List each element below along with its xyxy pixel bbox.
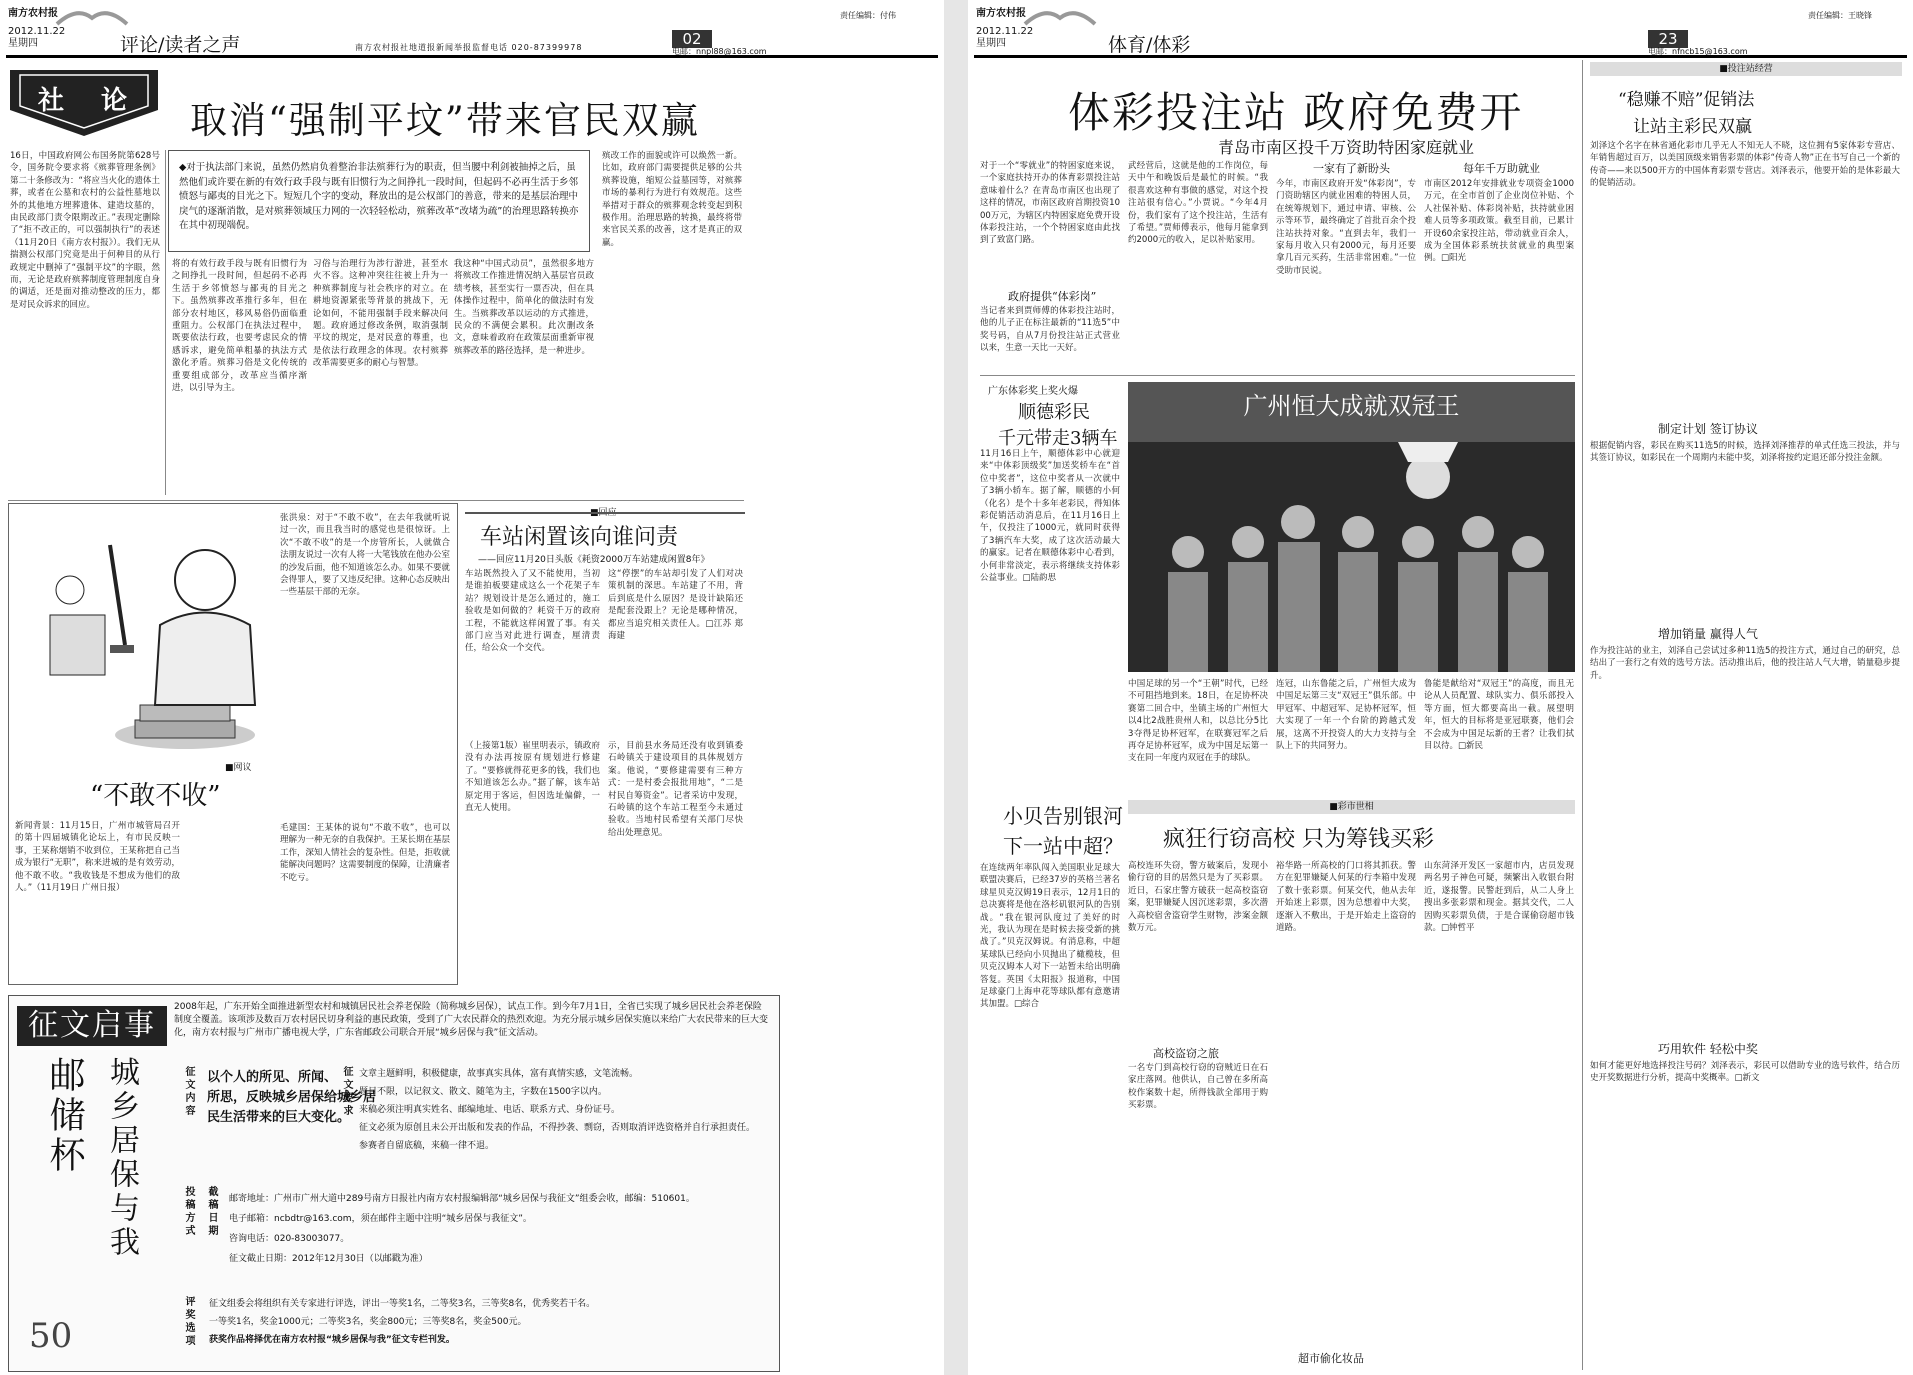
shunde-body: 11月16日上午，顺德体彩中心就迎来“中体彩顶级奖”加送奖轿车在“首位中奖者”，这位中奖者从一次就中了3辆小轿车。据了解，顺德的小何（化名）是个十多年老彩民，得知体彩促销活动消息后，在11月16日上午，仅投注了1000元，就同时获得了3辆汽车大奖，成了这次活动最大的赢家。记者在顺德体彩中心看到，小何非常淡定，表示将继续支持体彩公益事业。□陆韵思 bbox=[980, 449, 1120, 584]
caipiao-col-2: 裕华路一所高校的门口将其抓获。警方在犯罪嫌疑人何某的行李箱中发现了数十张彩票。何某交代，他从去年开始迷上彩票，因为总想着中大奖，逐渐入不敷出，于是开始走上盗窃的道路。 bbox=[1276, 861, 1416, 934]
header-rule-right bbox=[974, 55, 1907, 58]
column-body-4: 如何才能更好地选择投注号码？刘泽表示，彩民可以借助专业的选号软件，结合历史开奖数据进行分析，提高中奖概率。□新文 bbox=[1590, 1061, 1900, 1084]
eval-label: 评奖选项 bbox=[183, 1296, 194, 1348]
trophy-celebration-image bbox=[1128, 382, 1575, 672]
cartoon-col-2: 张洪泉：对于“不敢不收”，在去年我就听说过一次，而且我当时的感觉也是很惊讶。上次“不敢不收”的是一个房管所长，人就做合法朋友说过一次有人将一大笔钱放在他办公室的沙发后面，他不知道该怎么办。如果不要就会得罪人，要了又违反纪律。这种心态反映出一些基层干部的无奈。 bbox=[280, 513, 450, 598]
submit-label: 投稿方式 bbox=[183, 1186, 194, 1238]
column-head-2: 增加销量 赢得人气 bbox=[1658, 627, 1758, 641]
photo-col-1: 中国足球的另一个“王朝”时代，已经不可阻挡地到来。18日，在足协杯决赛第二回合中，坐镇主场的广州恒大以4比2战胜贵州人和，以总比分5比3夺得足协杯冠军，在联赛冠军之后再夺足协杯冠军，成为中国足坛第一支在同一年度内双冠在手的球队。 bbox=[1128, 679, 1268, 764]
response-col-3: （上接第1版）崔里明表示，镇政府没有办法再按原有规划进行修建了。“要修就得花更多的钱，我们也不知道该怎么办。”据了解，该车站原定用于客运，但因选址偏僻，一直无人使用。 bbox=[465, 741, 600, 814]
ad-lead: 2008年起，广东开始全面推进新型农村和城镇居民社会养老保险（简称城乡居保），试点工作。到今年7月1日，全省已实现了城乡居民社会养老保险制度全覆盖。该项涉及数百万农村居民切身利益的惠民政策，受到了广大农民群众的热烈欢迎。为充分展示城乡居保实施以来给广大农民带来的巨大变化，南方农村报与广州市广播电视大学，广东省邮政公司联合开展“城乡居保与我”征文活动。 bbox=[174, 1002, 769, 1038]
response-col-4: 示，目前县水务局还没有收到镇委石岭镇关于建设项目的具体规划方案。他说，“要修建需要有三种方式：一是村委会报批用地”，“二是村民自筹资金”。记者采访中发现，石岭镇的这个车站工程至今未通过验收。当地村民希望有关部门尽快给出处理意见。 bbox=[608, 741, 743, 838]
caipiao-tag: ■彩市世相 bbox=[1128, 800, 1575, 814]
issue-date-right: 2012.11.22 星期四 bbox=[976, 26, 1034, 49]
lead-col-1: 对于一个“零就业”的特困家庭来说，一个家庭扶持开办的体育彩票投注站意味着什么？在青岛市南区也出现了这样的情况，市南区政府首期投资1000万元，为辖区内特困家庭免费开设体彩投注站，一个个特困家庭由此找到了致富门路。 bbox=[980, 161, 1120, 246]
editor-right: 责任编辑：王晓锋 bbox=[1808, 11, 1872, 20]
column-tag: ■投注站经营 bbox=[1590, 62, 1902, 76]
content-line-1: 以个人的所见、所闻、 bbox=[207, 1070, 338, 1085]
ad-title: 征文启事 bbox=[17, 1006, 167, 1046]
column-head-3: 巧用软件 轻松中奖 bbox=[1658, 1042, 1758, 1056]
lead-col-2: 武经营后，这就是他的工作岗位，每天中午和晚饭后是最忙的时候。“我很喜欢这种有事做的感觉，对这个投注站很有信心。”小贾说。“今年4月份，我们家有了这个投注站，生活有了希望。”贾师傅表示，他每月能拿到约2000元的收入，足以补贴家用。 bbox=[1128, 161, 1268, 246]
beckham-body: 在连续两年率队闯入美国职业足球大联盟决赛后，已经37岁的英格兰著名球星贝克汉姆19日表示，12月1日的总决赛将是他在洛杉矶银河队的告别战。“我在银河队度过了美好的时光，我认为现在是时候去接受新的挑战了。”贝克汉姆说。有消息称，中超某球队已经向小贝抛出了橄榄枝，但贝克汉姆本人对下一站暂未给出明确答复。英国《太阳报》报道称，中国足球豪门上海申花等球队都有意邀请其加盟。□综合 bbox=[980, 863, 1120, 1010]
lead-col1-head: 政府提供“体彩岗” bbox=[1008, 290, 1097, 303]
beckham-title-2: 下一站中超？ bbox=[1003, 834, 1123, 858]
column-title-1: “稳赚不赔”促销法 bbox=[1618, 90, 1755, 110]
submit-4: 征文截止日期：2012年12月30日（以邮戳为准） bbox=[229, 1254, 428, 1264]
caipiao-title: 疯狂行窃高校 只为筹钱买彩 bbox=[1163, 827, 1434, 852]
ad-brand-1: 邮储杯 bbox=[44, 1056, 85, 1176]
page-number-right: 23 bbox=[1648, 30, 1688, 48]
editorial-col-1: 16日，中国政府网公布国务院第628号令，国务院令要求将《殡葬管理条例》第二十条修改为：“将应当火化的遗体土葬，或者在公墓和农村的公益性墓地以外的其他地方埋葬遗体、建造坟墓的，由民政部门责令限期改正。”表现定删除了“拒不改正的，可以强制执行”的表述（11月20日《南方农村报》）。我们无从揣测公权部门究竟是出于何种目的从行政规定中删掉了“强制平坟”的字眼，然而，无论是政府殡葬制度管理制度自身的调适，还是面对推动整改的压力，都是对民众诉求的回应。 bbox=[10, 151, 160, 310]
column-body-2: 根据促销内容，彩民在购买11选5的时候，选择刘泽推荐的单式任选三投法，并与其签订协议，如彩民在一个周期内未能中奖，刘泽将按约定退还部分投注金额。 bbox=[1590, 441, 1900, 464]
content-line-3: 民生活带来的巨大变化。 bbox=[207, 1110, 351, 1125]
submit-2: 电子邮箱：ncbdtr@163.com，须在邮件主题中注明“城乡居保与我征文”。 bbox=[229, 1214, 532, 1224]
req-1: 文章主题鲜明，积极健康，故事真实具体，富有真情实感，文笔流畅。 bbox=[359, 1069, 639, 1079]
response-col-2: 这“停摆”的车站却引发了人们对决策机制的深思。车站建了不用，背后到底是什么原因？是设计缺陷还是配套没跟上？无论是哪种情况，都应当追究相关责任人。□江苏 郑海建 bbox=[608, 569, 743, 642]
req-5: 参赛者自留底稿，来稿一律不退。 bbox=[359, 1141, 495, 1151]
lead-col-1b: 当记者来到贾师傅的体彩投注站时，他的儿子正在标注最新的“11选5”中奖号码，自从7月份投注站正式营业以来，生意一天比一天好。 bbox=[980, 306, 1120, 354]
column-title-2: 让站主彩民双赢 bbox=[1633, 117, 1752, 137]
editorial-col-4: 我这种“中国式动员”，虽然很多地方将殡改工作推进情况纳入基层官员政绩考核，甚至实行一票否决，但在具体操作过程中，简单化的做法时有发生。当殡葬改革以运动的方式推进，民众的不满便会累积。此次删改条文，意味着政府在政策层面重新审视殡葬改革的路径选择，是一种进步。 bbox=[454, 259, 594, 356]
editorial-col-5: 殡改工作的面貌或许可以焕然一新。比如，政府部门需要提供足够的公共殡葬设施，缩短公益墓园等，对殡葬市场的暴利行为进行有效规范。这些举措对于群众的殡葬观念转变起到积极作用。治理思路的转换，最终将带来官民关系的改善，这才是真正的双赢。 bbox=[602, 151, 742, 248]
page-header bbox=[0, 0, 944, 60]
ad-brand-2: 城乡居保与我 bbox=[104, 1056, 139, 1260]
response-tag: ■回应 bbox=[590, 505, 617, 518]
section-title-right: 体育/体彩 bbox=[1108, 34, 1191, 56]
editorial-col-2: 将的有效行政手段与既有旧惯行为之间挣扎一段时间，但起码不必再生活于乡邻愤怒与鄙夷的目光之下。虽然殡葬改革推行多年，但在部分农村地区，移风易俗仍面临重重阻力。公权部门在执法过程中，既要依法行政，也要考虑民众的情感诉求，避免简单粗暴的执法方式激化矛盾。殡葬习俗是文化传统的重要组成部分，改革应当循序渐进，以引导为主。 bbox=[172, 259, 307, 394]
lead-col-3: 今年，市南区政府开发“体彩岗”，专门资助辖区内就业困难的特困人员，在统筹规划下，通过申请、审核、公示等环节，最终确定了首批百余个投注站扶持对象。“直到去年，我们一家每月收入只有2000元，每月还要拿几百元买药，生活非常困难。”一位受助市民说。 bbox=[1276, 179, 1416, 276]
netdiscuss-tag: ■网议 bbox=[225, 760, 252, 773]
photo-title: 广州恒大成就双冠王 bbox=[1243, 392, 1460, 420]
cartoon-title: “不敢不收” bbox=[90, 781, 221, 811]
requirements-label: 征文要求 bbox=[341, 1066, 352, 1118]
page-gutter bbox=[944, 0, 968, 1375]
req-3: 来稿必须注明真实姓名、邮编地址、电话、联系方式、身份证号。 bbox=[359, 1105, 621, 1115]
response-title: 车站闲置该向谁问责 bbox=[480, 525, 679, 550]
page-header-right bbox=[968, 0, 1913, 60]
caipiao-col-3: 山东菏泽开发区一家超市内，店员发现两名男子神色可疑，频繁出入收银台附近，遂报警。民警赶到后，从二人身上搜出多张彩票和现金。据其交代，二人因购买彩票负债，于是合谋偷窃超市钱款。□钟哲平 bbox=[1424, 861, 1574, 934]
hotline: 南方农村报社地道报新闻举报监督电话 020-87399978 bbox=[355, 43, 583, 52]
photo-col-2: 连冠，山东鲁能之后，广州恒大成为中国足坛第三支“双冠王”俱乐部。中甲冠军、中超冠军、足协杯冠军，恒大实现了一年一个台阶的跨越式发展，这离不开投资人的大力支持与全队上下的共同努力。 bbox=[1276, 679, 1416, 752]
shunde-kicker: 广东体彩奖上奖火爆 bbox=[988, 386, 1078, 397]
eval-2: 一等奖1名，奖金1000元；二等奖3名，奖金800元；三等奖8名，奖金500元。 bbox=[209, 1317, 527, 1327]
header-rule bbox=[6, 55, 938, 58]
issue-date: 2012.11.22 星期四 bbox=[8, 26, 66, 49]
cartoon-col-1: 新闻背景：11月15日，广州市城管局召开的第十四届城镇化论坛上，有市民反映一事，王某称烟销不收到位，王某称把自己当成为银行“无职”，称来进城的是有效劳动，他不敢不收。“我收钱是不想成为他们的敌人。”（11月19日 广州日报） bbox=[15, 821, 180, 894]
editorial-badge-text: 社 论 bbox=[38, 86, 142, 116]
page-number: 02 bbox=[672, 30, 712, 48]
lead-col4-head: 每年千万助就业 bbox=[1463, 162, 1540, 175]
caipiao-col-1: 高校连环失窃，警方破案后，发现小偷行窃的目的居然只是为了买彩票。近日，石家庄警方破获一起高校盗窃案，犯罪嫌疑人因沉迷彩票，多次潜入高校宿舍盗窃学生财物，涉案金额数万元。 bbox=[1128, 861, 1268, 934]
editorial-col-3: 习俗与治理行为涉行游进，甚至水火不容。这种冲突往往被上升为一种殡葬制度与社会秩序的对立。在耕地资源紧张等背景的挑战下，无论如何，不能用强制手段来解决问题。政府通过修改条例，取消强制平坟的规定，是对民意的尊重，也是依法行政理念的体现。农村殡葬改革需要更多的耐心与智慧。 bbox=[313, 259, 448, 369]
caipiao-col1-head: 高校盗窃之旅 bbox=[1153, 1047, 1219, 1060]
lead-col-4: 市南区2012年安排就业专项资金1000万元，在全市首创了企业岗位补贴、个人社保补贴、体彩岗补贴，扶持就业困难人员等多项政策。截至目前，已累计开设60余家投注站，带动就业百余人，成为全国体彩系统扶贫就业的典型案例。□阳光 bbox=[1424, 179, 1574, 264]
hengda-photo bbox=[1128, 382, 1575, 672]
editorial-pullquote bbox=[168, 150, 590, 252]
editor: 责任编辑：付伟 bbox=[840, 11, 896, 20]
caipiao-col-1b: 一名专门到高校行窃的窃贼近日在石家庄落网。他供认，自己曾在多所高校作案数十起，所得钱款全部用于购买彩票。 bbox=[1128, 1063, 1268, 1111]
editorial-title: 取消“强制平坟”带来官民双赢 bbox=[190, 99, 700, 142]
eval-1: 征文组委会将组织有关专家进行评选，评出一等奖1名，二等奖3名，三等奖8名，优秀奖若干名。 bbox=[209, 1299, 596, 1309]
submit-1: 邮寄地址：广州市广州大道中289号南方日报社内南方农村报编辑部“城乡居保与我征文”组委会收，邮编：510601。 bbox=[229, 1194, 695, 1204]
shunde-title-1: 顺德彩民 bbox=[1018, 402, 1090, 423]
pullquote-text: ◆对于执法部门来说，虽然仍然肩负着整治非法殡葬行为的职责，但当腰中利剑被抽掉之后，虽然他们或许要在新的有效行政手段与既有旧惯行为之间挣扎一段时间，但起码不必再生活于乡邻愤怒与鄙夷的目光之下。短短几个字的变动，释放出的是公权部门的善意，带来的是基层治理中戾气的逐渐消散，是对殡葬领域压力网的一次轻轻松动，殡葬改革“改堵为疏”的治理思路转换亦在其中初现端倪。 bbox=[179, 162, 579, 231]
req-4: 征文必须为原创且未公开出版和发表的作品，不得抄袭、剽窃，否则取消评选资格并自行承担责任。 bbox=[359, 1123, 756, 1133]
submit-3: 咨询电话：020-83003077。 bbox=[229, 1234, 350, 1244]
response-subtitle: ——回应11月20日头版《耗资2000万车站建成闲置8年》 bbox=[478, 555, 710, 565]
beckham-title-1: 小贝告别银河 bbox=[1003, 804, 1123, 828]
column-body-3: 作为投注站的业主，刘泽自己尝试过多种11选5的投注方式，通过自己的研究，总结出了一套行之有效的选号方法。活动推出后，他的投注站人气大增，销量稳步提升。 bbox=[1590, 646, 1900, 681]
lead-subtitle: 青岛市南区投千万资助特困家庭就业 bbox=[1218, 138, 1475, 157]
lead-col3-head: 一家有了新盼头 bbox=[1313, 162, 1390, 175]
paper-name: 南方农村报 bbox=[8, 8, 58, 19]
photo-col-3: 鲁能是献给对“双冠王”的高度，而且无论从人员配置、球队实力、俱乐部投入等方面，恒大都要高出一截。展望明年，恒大的目标将是亚冠联赛，他们会不会成为中国足坛新的王者？让我们拭目以待。□新民 bbox=[1424, 679, 1574, 752]
editor-email-right: 电邮：nfncb15@163.com bbox=[1648, 47, 1748, 56]
paper-name-right: 南方农村报 bbox=[976, 8, 1026, 19]
column-head-1: 制定计划 签订协议 bbox=[1658, 422, 1758, 436]
shunde-title-2: 千元带走3辆车 bbox=[998, 428, 1118, 449]
right-page bbox=[968, 0, 1913, 1375]
content-label: 征文内容 bbox=[183, 1066, 194, 1118]
response-col-1: 车站既然投入了又不能使用，当初是谁拍板要建成这么一个花架子车站？规划设计是怎么通过的，施工验收是如何做的？耗资千万的政府工程，不能就这样闲置了事。有关部门应当对此进行调查，厘清责任，给公众一个交代。 bbox=[465, 569, 600, 654]
req-2: 题目不限，以记叙文、散文、随笔为主，字数在1500字以内。 bbox=[359, 1087, 607, 1097]
eval-3: 获奖作品将择优在南方农村报“城乡居保与我”征文专栏刊发。 bbox=[209, 1335, 455, 1345]
caipiao-col3-head: 超市偷化妆品 bbox=[1298, 1352, 1364, 1365]
cartoon-illustration bbox=[10, 505, 272, 765]
lead-title: 体彩投注站 政府免费开 bbox=[1068, 88, 1524, 137]
deadline-label: 截稿日期 bbox=[206, 1186, 217, 1238]
column-body-1: 刘泽这个名字在林省通化彩市几乎无人不知无人不晓，这位拥有5家体彩专营店、年销售超过百万，以美国顶级来销售彩票的体彩“传奇人物”正在书写自己一个新的传奇——来以500开方的中国体育彩票专营店。刘泽表示，他要开始的是体彩最大的促销活动。 bbox=[1590, 141, 1900, 189]
essay-contest-ad bbox=[8, 995, 780, 1372]
section-title: 评论/读者之声 bbox=[120, 34, 241, 56]
anniversary-50: 50 bbox=[29, 1316, 73, 1356]
content-line-2: 所思，反映城乡居保给城乡居 bbox=[207, 1090, 377, 1105]
cartoon-col-3: 毛建国：王某体的说句“不敢不收”，也可以理解为一种无奈的自我保护。王某长期在基层工作，深知人情社会的复杂性。但是，拒收就能解决问题吗？这需要制度的保障，让清廉者不吃亏。 bbox=[280, 823, 450, 883]
left-page bbox=[0, 0, 944, 1375]
editor-email: 电邮：nnpl88@163.com bbox=[672, 47, 767, 56]
